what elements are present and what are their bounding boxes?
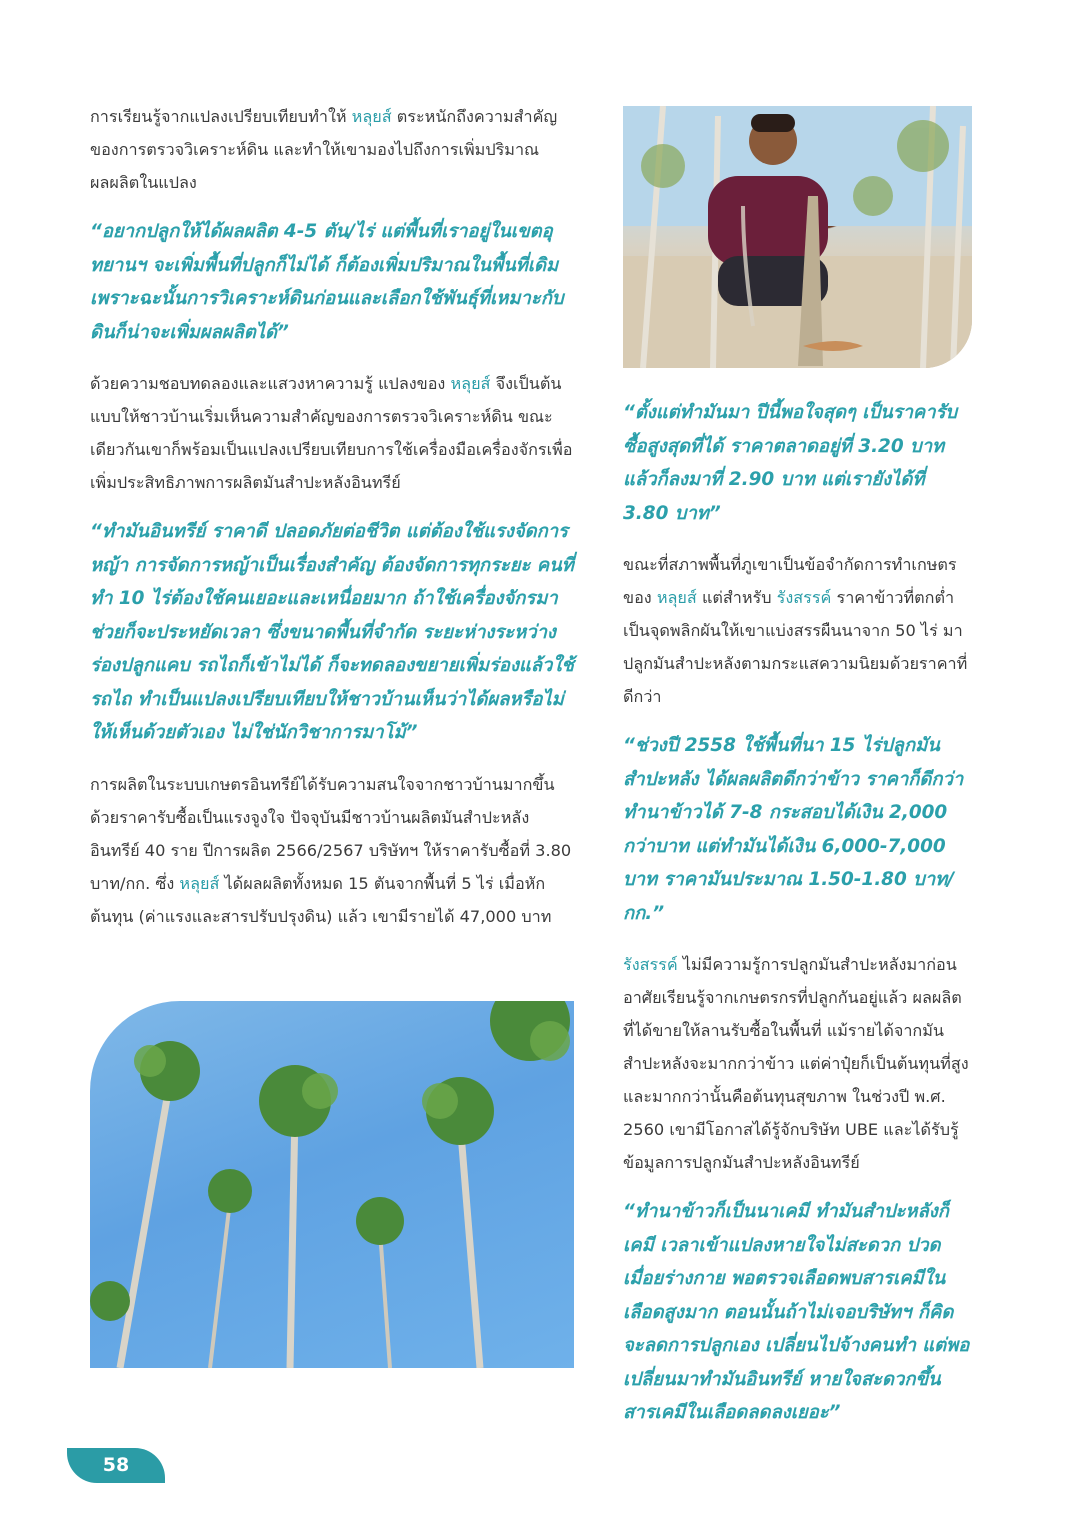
quote-chemical-health: “ทำนาข้าวก็เป็นนาเคมี ทำมันสำปะหลังก็เคมี เวลาเข้าแปลงหายใจไม่สะดวก ปวดเมื่อยร่างกาย พอตรวจเลือดพบสารเคมีในเลือดสูงมาก ตอนนั้นถ้าไม่เจอบริษัทฯ ก็คิดจะลดการปลูกเอง เปลี่ยนไปจ้างคนทำ แต่พอเปลี่ยนมาทำมันอินทรีย์ หายใจสะดวกขึ้น สารเคมีในเลือดลดลงเยอะ” (623, 1201, 970, 1423)
cassava-photo (90, 1001, 574, 1368)
right-column (623, 396, 971, 1448)
name-highlight: รังสรรค์ (776, 588, 832, 607)
name-highlight: หลุยส์ (351, 107, 392, 126)
paragraph-learning: การเรียนรู้จากแปลงเปรียบเทียบทำให้ หลุยส์ ตระหนักถึงความสำคัญของการตรวจวิเคราะห์ดิน และทำให้เขามองไปถึงการเพิ่มปริมาณผลผลิตในแปลง (90, 107, 558, 192)
paragraph-rangsan-intro: ขณะที่สภาพพื้นที่ภูเขาเป็นข้อจำกัดการทำเกษตรของ หลุยส์ แต่สำหรับ รังสรรค์ ราคาข้าวที่ตกต่ำเป็นจุดพลิกผันให้เขาแบ่งสรรผืนนาจาก 50 ไร่ มาปลูกมันสำปะหลังตามกระแสความนิยมด้วยราคาที่ดีกว่า (623, 555, 968, 706)
paragraph-rangsan-health: รังสรรค์ ไม่มีความรู้การปลูกมันสำปะหลังมาก่อน อาศัยเรียนรู้จากเกษตรกรที่ปลูกกันอยู่แล้ว ผลผลิตที่ได้ขายให้ลานรับซื้อในพื้นที่ แม้รายได้จากมันสำปะหลังจะมากกว่าข้าว แต่ค่าปุ๋ยก็เป็นต้นทุนที่สูงและมากกว่านั้นคือต้นทุนสุขภาพ ในช่วงปี พ.ศ. 2560 เขามีโอกาสได้รู้จักบริษัท UBE และได้รับรู้ข้อมูลการปลูกมันสำปะหลังอินทรีย์ (623, 955, 969, 1172)
left-column (90, 100, 578, 933)
page-number-tab (67, 1448, 165, 1483)
farmer-illustration (623, 106, 972, 368)
name-highlight: หลุยส์ (656, 588, 697, 607)
name-highlight: หลุยส์ (179, 873, 220, 893)
quote-yield-target: “อยากปลูกให้ได้ผลผลิต 4-5 ตัน/ไร่ แต่พื้นที่เราอยู่ในเขตอุทยานฯ จะเพิ่มพื้นที่ปลูกก็ไม่ได้ ก็ต้องเพิ่มปริมาณในพื้นที่เดิม เพราะฉะนั้นการวิเคราะห์ดินก่อนและเลือกใช้พันธุ์ที่เหมาะกับดินก็น่าจะเพิ่มผลผลิตได้” (90, 221, 564, 343)
farmer-photo (623, 106, 972, 368)
paragraph-organic-production: การผลิตในระบบเกษตรอินทรีย์ได้รับความสนใจจากชาวบ้านมากขึ้น ด้วยราคารับซื้อเป็นแรงจูงใจ ปัจจุบันมีชาวบ้านผลิตมันสำปะหลังอินทรีย์ 40 ราย ปีการผลิต 2566/2567 บริษัทฯ ให้ราคารับซื้อที่ 3.80 บาท/กก. ซึ่ง หลุยส์ ได้ผลผลิตทั้งหมด 15 ตันจากพื้นที่ 5 ไร่ เมื่อหักต้นทุน (ค่าแรงและสารปรับปรุงดิน) แล้ว เขามีรายได้ 47,000 บาท (90, 774, 572, 926)
quote-rice-vs-cassava: “ช่วงปี 2558 ใช้พื้นที่นา 15 ไร่ปลูกมันสำปะหลัง ได้ผลผลิตดีกว่าข้าว ราคาก็ดีกว่าทำนาข้าวได้ 7-8 กระสอบได้เงิน 2,000 กว่าบาท แต่ทำมันได้เงิน 6,000-7,000 บาท ราคามันประมาณ 1.50-1.80 บาท/กก.” (623, 735, 964, 924)
quote-organic-weeding: “ทำมันอินทรีย์ ราคาดี ปลอดภัยต่อชีวิต แต่ต้องใช้แรงจัดการหญ้า การจัดการหญ้าเป็นเรื่องสำคัญ ต้องจัดการทุกระยะ คนที่ทำ 10 ไร่ต้องใช้คนเยอะและเหนื่อยมาก ถ้าใช้เครื่องจักรมาช่วยก็จะประหยัดเวลา ซึ่งขนาดพื้นที่จำกัด ระยะห่างระหว่างร่องปลูกแคบ รถไถก็เข้าไม่ได้ ก็จะทดลองขยายเพิ่มร่องแล้วใช้รถไถ ทำเป็นแปลงเปรียบเทียบให้ชาวบ้านเห็นว่าได้ผลหรือไม่ ให้เห็นด้วยตัวเอง ไม่ใช่นักวิชาการมาโม้” (90, 521, 574, 743)
quote-best-price: “ตั้งแต่ทำมันมา ปีนี้พอใจสุดๆ เป็นราคารับซื้อสูงสุดที่ได้ ราคาตลาดอยู่ที่ 3.20 บาท แล้วก็ลงมาที่ 2.90 บาท แต่เรายังได้ที่ 3.80 บาท” (623, 402, 958, 524)
name-highlight: รังสรรค์ (623, 955, 678, 974)
name-highlight: หลุยส์ (450, 374, 491, 393)
cassava-illustration (90, 1001, 574, 1368)
page-number: 58 (102, 1454, 130, 1476)
paragraph-experiment: ด้วยความชอบทดลองและแสวงหาความรู้ แปลงของ หลุยส์ จึงเป็นต้นแบบให้ชาวบ้านเริ่มเห็นความสำคัญของการตรวจวิเคราะห์ดิน ขณะเดียวกันเขาก็พร้อมเป็นแปลงเปรียบเทียบการใช้เครื่องมือเครื่องจักรเพื่อเพิ่มประสิทธิภาพการผลิตมันสำปะหลังอินทรีย์ (90, 374, 573, 492)
